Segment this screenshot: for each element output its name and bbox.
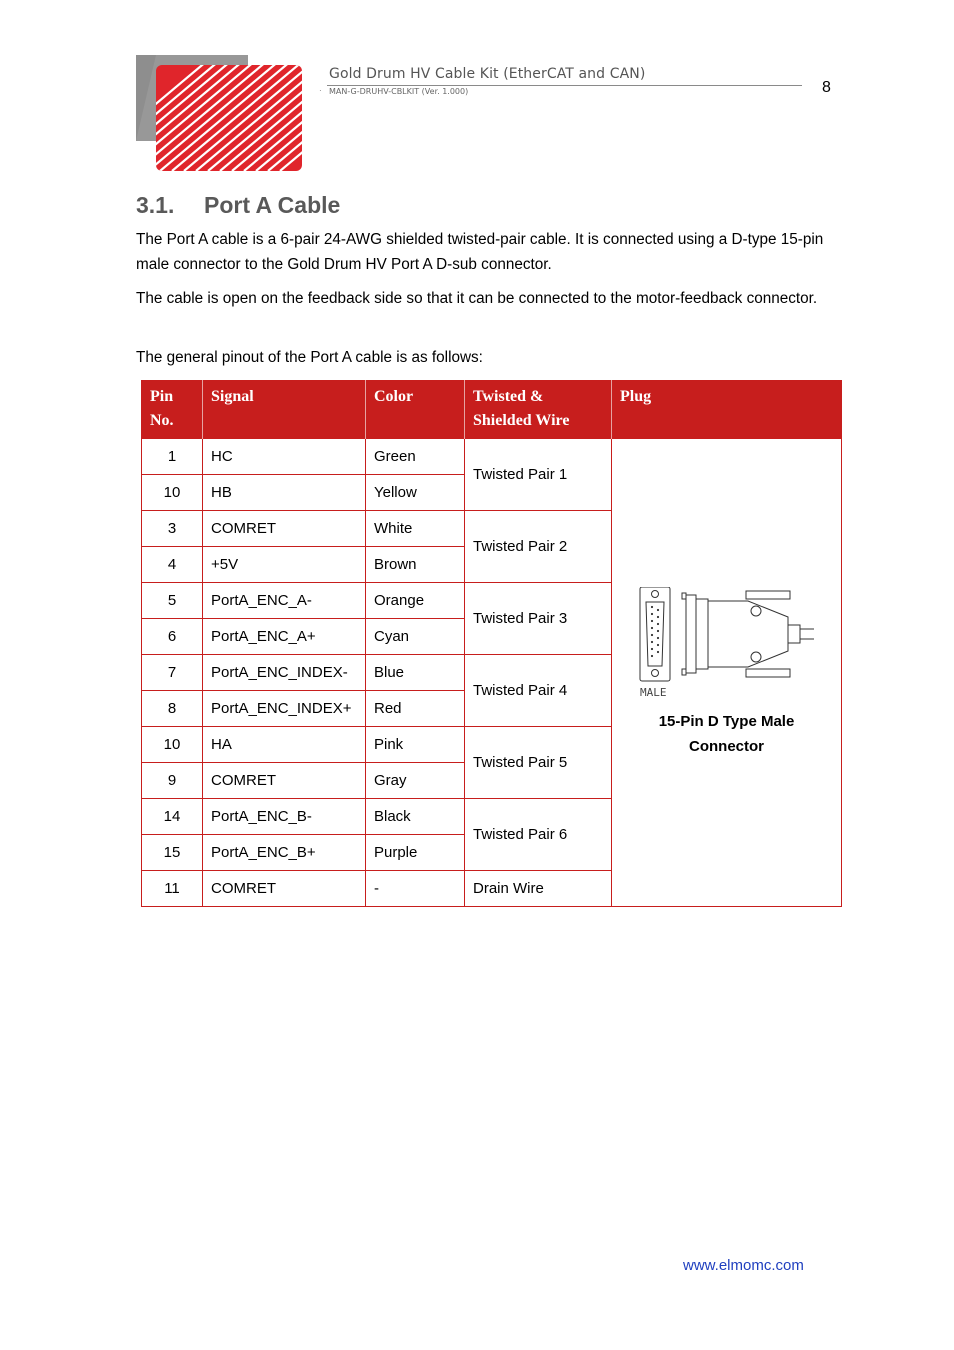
plug-cell	[612, 439, 842, 907]
signal-cell: PortA_ENC_A+	[203, 619, 366, 655]
pin-cell: 14	[142, 799, 203, 835]
section-number: 3.1.	[136, 192, 175, 218]
color-cell: Yellow	[366, 475, 465, 511]
table-header-row	[142, 380, 842, 439]
header-plug: Plug	[612, 380, 842, 439]
dsub-connector-illustration	[638, 587, 818, 699]
table-row	[142, 439, 842, 475]
drain-wire-cell: Drain Wire	[465, 871, 612, 907]
pin-cell: 5	[142, 583, 203, 619]
color-cell: Black	[366, 799, 465, 835]
signal-cell: PortA_ENC_INDEX-	[203, 655, 366, 691]
pin-cell: 3	[142, 511, 203, 547]
section-heading	[136, 192, 340, 219]
pinout-table	[141, 380, 842, 907]
signal-cell: COMRET	[203, 871, 366, 907]
color-cell: Orange	[366, 583, 465, 619]
twisted-pair-cell: Twisted Pair 2	[465, 511, 612, 583]
document-code: MAN-G-DRUHV-CBLKIT (Ver. 1.000)	[329, 87, 469, 96]
header-pin-no: Pin No.	[142, 380, 203, 439]
pin-cell: 7	[142, 655, 203, 691]
signal-cell: PortA_ENC_B-	[203, 799, 366, 835]
header-title: Gold Drum HV Cable Kit (EtherCAT and CAN)	[329, 66, 646, 82]
signal-cell: PortA_ENC_B+	[203, 835, 366, 871]
color-cell: Cyan	[366, 619, 465, 655]
header-twisted-shielded: Twisted & Shielded Wire	[465, 380, 612, 439]
color-cell: Blue	[366, 655, 465, 691]
color-cell: White	[366, 511, 465, 547]
color-cell: Green	[366, 439, 465, 475]
pin-cell: 8	[142, 691, 203, 727]
pin-cell: 10	[142, 475, 203, 511]
twisted-pair-cell: Twisted Pair 1	[465, 439, 612, 511]
color-cell: -	[366, 871, 465, 907]
section-title: Port A Cable	[204, 192, 341, 218]
paragraph-pinout-intro: The general pinout of the Port A cable is as follows:	[136, 349, 483, 366]
pin-cell: 9	[142, 763, 203, 799]
elmo-logo	[136, 55, 304, 171]
header-color: Color	[366, 380, 465, 439]
male-label: MALE	[640, 685, 667, 699]
pin-cell: 1	[142, 439, 203, 475]
plug-caption: 15-Pin D Type Male Connector	[658, 712, 795, 755]
pin-cell: 11	[142, 871, 203, 907]
signal-cell: COMRET	[203, 763, 366, 799]
signal-cell: PortA_ENC_A-	[203, 583, 366, 619]
pin-cell: 4	[142, 547, 203, 583]
signal-cell: HB	[203, 475, 366, 511]
page-number: 8	[822, 79, 831, 96]
pin-cell: 6	[142, 619, 203, 655]
footer-website-link[interactable]: www.elmomc.com	[683, 1257, 804, 1274]
pin-cell: 15	[142, 835, 203, 871]
header-rule	[327, 85, 802, 86]
signal-cell: HA	[203, 727, 366, 763]
twisted-pair-cell: Twisted Pair 4	[465, 655, 612, 727]
header-signal: Signal	[203, 380, 366, 439]
color-cell: Pink	[366, 727, 465, 763]
color-cell: Brown	[366, 547, 465, 583]
signal-cell: COMRET	[203, 511, 366, 547]
header-bullet: ·	[319, 86, 322, 95]
twisted-pair-cell: Twisted Pair 5	[465, 727, 612, 799]
signal-cell: HC	[203, 439, 366, 475]
paragraph-cable-description: The Port A cable is a 6-pair 24-AWG shielded twisted-pair cable. It is connected using a D-type 15-pin male connector to the Gold Drum HV Port A D-sub connector.	[136, 231, 824, 273]
color-cell: Gray	[366, 763, 465, 799]
twisted-pair-cell: Twisted Pair 6	[465, 799, 612, 871]
signal-cell: PortA_ENC_INDEX+	[203, 691, 366, 727]
signal-cell: +5V	[203, 547, 366, 583]
color-cell: Red	[366, 691, 465, 727]
paragraph-open-feedback: The cable is open on the feedback side so that it can be connected to the motor-feedback connector.	[136, 290, 818, 307]
twisted-pair-cell: Twisted Pair 3	[465, 583, 612, 655]
color-cell: Purple	[366, 835, 465, 871]
pin-cell: 10	[142, 727, 203, 763]
